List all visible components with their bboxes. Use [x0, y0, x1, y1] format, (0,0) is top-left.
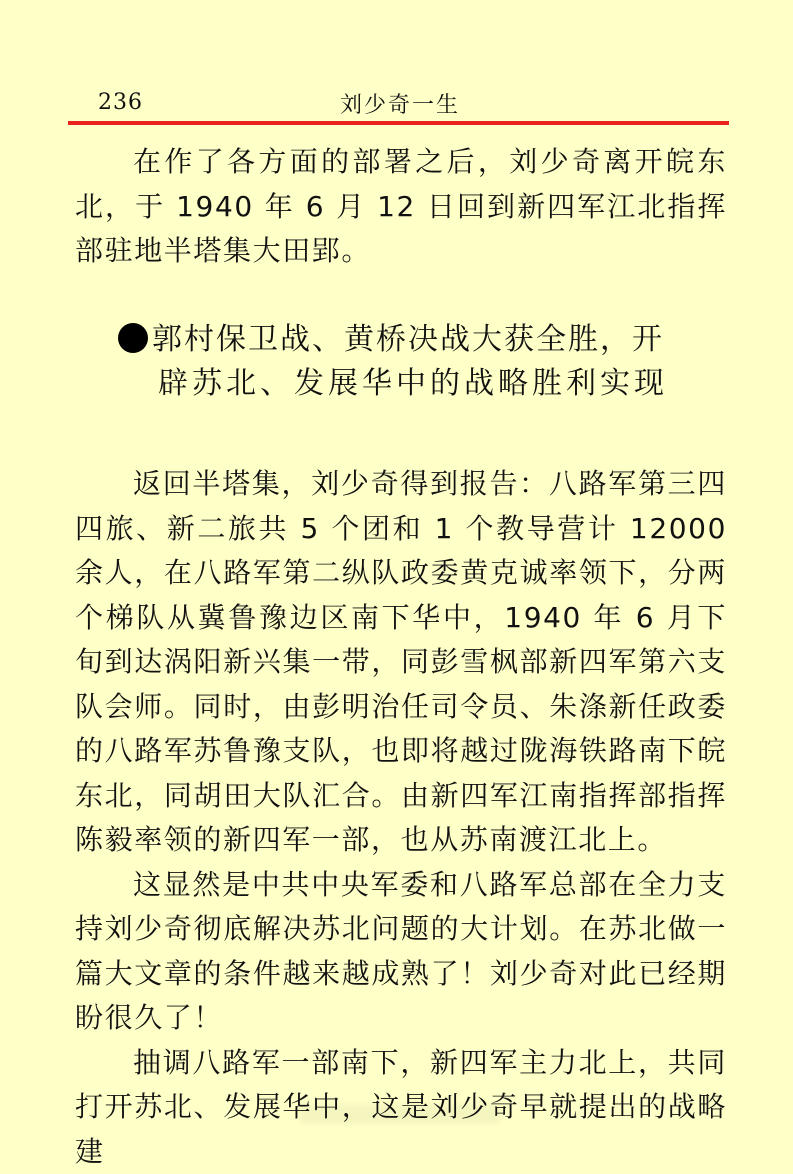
- heading-text-1: 郭村保卫战、黄桥决战大获全胜，开: [152, 322, 664, 357]
- bullet-icon: [118, 323, 148, 353]
- body-text-top: [75, 140, 727, 274]
- paragraph: 这显然是中共中央军委和八路军总部在全力支持刘少奇彻底解决苏北问题的大计划。在苏北做一篇大文章的条件越来越成熟了！刘少奇对此已经期盼很久了！: [75, 863, 727, 1041]
- body-text-main: [75, 462, 727, 1174]
- section-heading-line-1: [118, 318, 718, 362]
- page-header: [68, 84, 728, 120]
- page-number: 236: [98, 90, 143, 115]
- scan-artifact: [300, 1104, 500, 1124]
- paragraph: 在作了各方面的部署之后，刘少奇离开皖东北，于 1940 年 6 月 12 日回到新四军江北指挥部驻地半塔集大田郢。: [75, 140, 727, 274]
- paragraph: 返回半塔集，刘少奇得到报告：八路军第三四四旅、新二旅共 5 个团和 1 个教导营计 12000 余人，在八路军第二纵队政委黄克诚率领下，分两个梯队从冀鲁豫边区南下华中，1940 年 6 月下旬到达涡阳新兴集一带，同彭雪枫部新四军第六支队会师。同时，由彭明治任司令员、朱涤新任政委的八路军苏鲁豫支队，也即将越过陇海铁路南下皖东北，同胡田大队汇合。由新四军江南指挥部指挥陈毅率领的新四军一部，也从苏南渡江北上。: [75, 462, 727, 863]
- header-rule: [68, 121, 729, 125]
- section-heading-line-2: 辟苏北、发展华中的战略胜利实现: [118, 362, 718, 406]
- paragraph: 抽调八路军一部南下，新四军主力北上，共同打开苏北、发展华中，这是刘少奇早就提出的战略建: [75, 1041, 727, 1174]
- section-heading: [118, 318, 718, 406]
- running-title: 刘少奇一生: [340, 88, 460, 119]
